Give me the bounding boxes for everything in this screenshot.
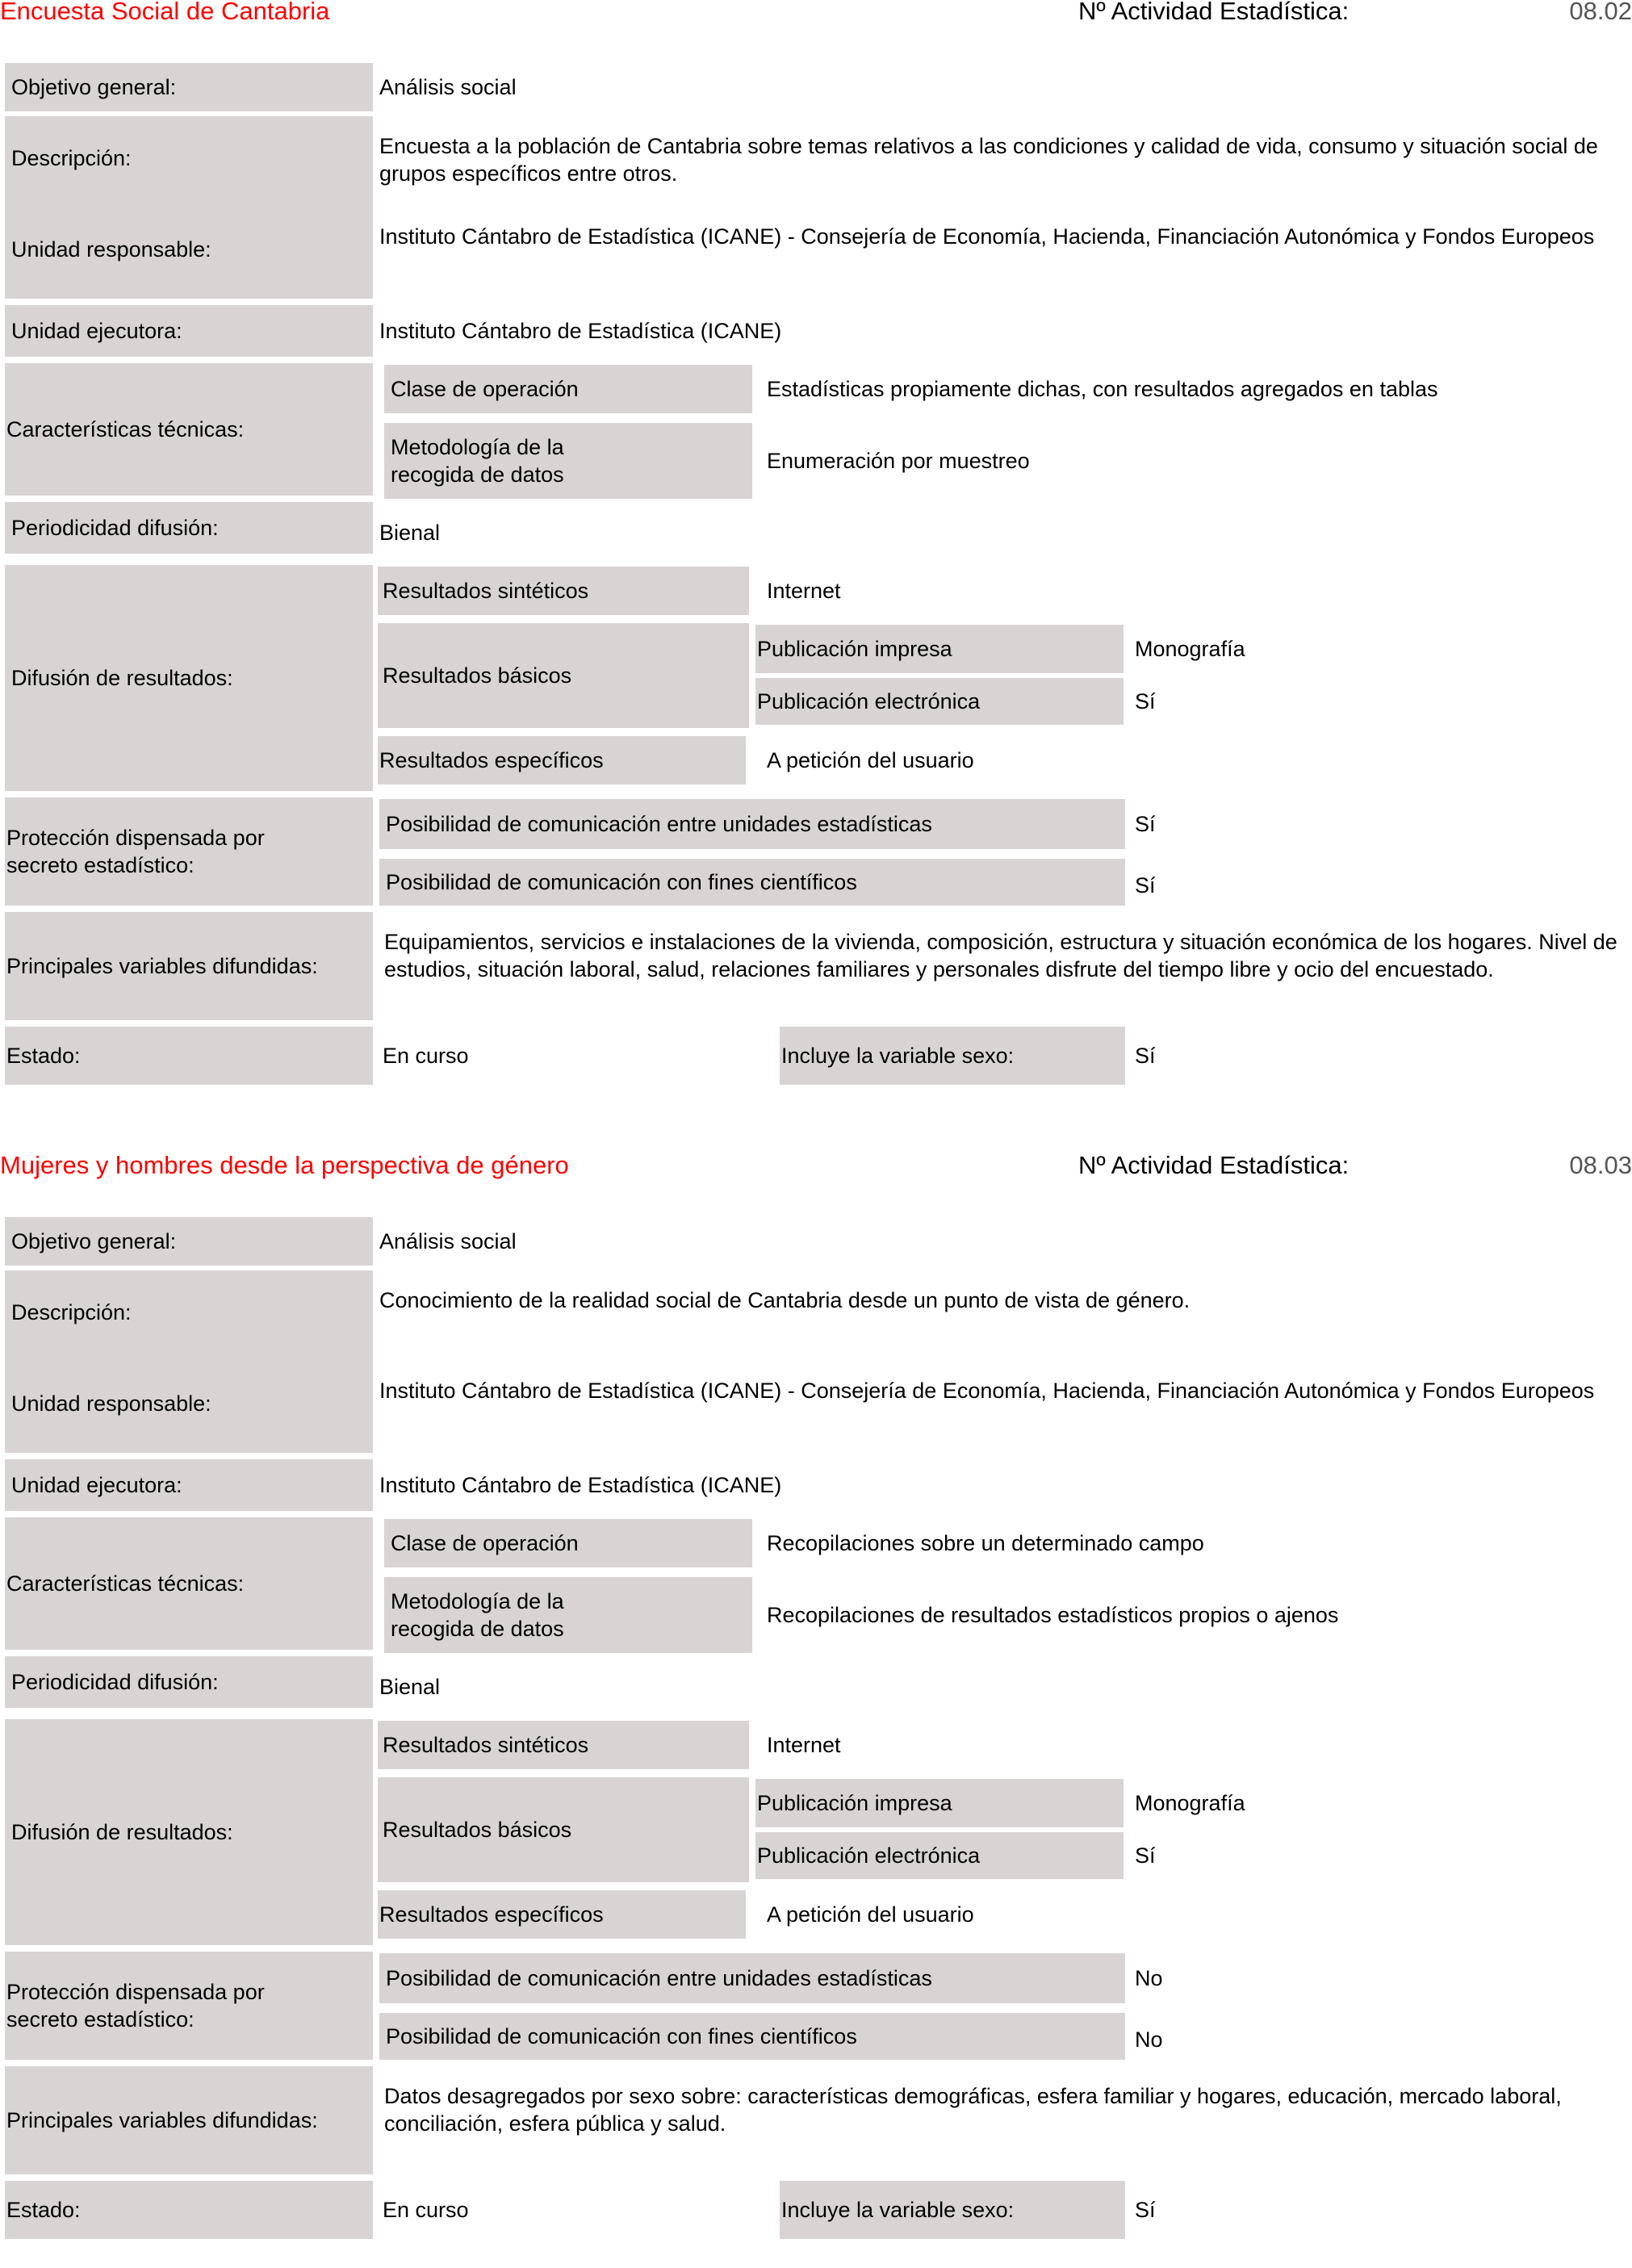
periodicidad-label: Periodicidad difusión: bbox=[5, 502, 373, 554]
statistical-activity-record bbox=[0, 1151, 1632, 2268]
activity-number: 08.02 bbox=[1569, 0, 1632, 25]
publicacion-electronica-label: Publicación electrónica bbox=[755, 1832, 1124, 1879]
estado-value: En curso bbox=[383, 1044, 469, 1068]
descripcion-value: Encuesta a la población de Cantabria sobre temas relativos a las condiciones y calidad de vida, consumo y situación social de grupos específicos entre otros. bbox=[379, 134, 1598, 186]
unidad-ejecutora-label: Unidad ejecutora: bbox=[5, 305, 373, 357]
comunicacion-cientificos-value: No bbox=[1135, 2027, 1163, 2052]
estado-label: Estado: bbox=[5, 2181, 373, 2239]
especificos-value: A petición del usuario bbox=[767, 748, 974, 772]
unidad-responsable-value: Instituto Cántabro de Estadística (ICANE) - Consejería de Economía, Hacienda, Financiación Autonómica y Fondos Europeos bbox=[379, 224, 1595, 249]
comunicacion-cientificos-label: Posibilidad de comunicación con fines científicos bbox=[379, 859, 1125, 906]
proteccion-label-text: Protección dispensada por secreto estadístico: bbox=[6, 826, 265, 877]
clase-operacion-value: Recopilaciones sobre un determinado campo bbox=[767, 1531, 1204, 1555]
publicacion-electronica-value: Sí bbox=[1135, 689, 1156, 713]
sinteticos-label: Resultados sintéticos bbox=[378, 567, 749, 615]
caracteristicas-label: Características técnicas: bbox=[5, 363, 373, 496]
unidad-ejecutora-value: Instituto Cántabro de Estadística (ICANE) bbox=[379, 319, 782, 343]
objetivo-label: Objetivo general: bbox=[5, 1217, 373, 1266]
periodicidad-label: Periodicidad difusión: bbox=[5, 1656, 373, 1708]
objetivo-label: Objetivo general: bbox=[5, 63, 373, 111]
objetivo-value: Análisis social bbox=[379, 1229, 517, 1253]
metodologia-label bbox=[384, 1577, 752, 1653]
comunicacion-unidades-value: Sí bbox=[1135, 812, 1156, 836]
comunicacion-cientificos-label: Posibilidad de comunicación con fines científicos bbox=[379, 2013, 1125, 2060]
objetivo-value: Análisis social bbox=[379, 75, 517, 99]
metodologia-label-text: Metodología de la recogida de datos bbox=[391, 435, 564, 487]
activity-number-label: Nº Actividad Estadística: bbox=[1078, 1151, 1350, 1179]
unidad-ejecutora-value: Instituto Cántabro de Estadística (ICANE) bbox=[379, 1473, 782, 1497]
sinteticos-value: Internet bbox=[767, 1733, 841, 1757]
estado-value: En curso bbox=[383, 2198, 469, 2222]
difusion-label: Difusión de resultados: bbox=[5, 1719, 373, 1945]
descripcion-label: Descripción: bbox=[5, 1270, 373, 1354]
difusion-label: Difusión de resultados: bbox=[5, 565, 373, 791]
unidad-responsable-label: Unidad responsable: bbox=[5, 1354, 373, 1453]
proteccion-label bbox=[5, 1952, 373, 2060]
publicacion-impresa-label: Publicación impresa bbox=[755, 625, 1124, 673]
incluye-sexo-label: Incluye la variable sexo: bbox=[780, 1027, 1125, 1085]
comunicacion-unidades-label: Posibilidad de comunicación entre unidades estadísticas bbox=[379, 799, 1125, 849]
variables-label: Principales variables difundidas: bbox=[5, 2066, 373, 2174]
especificos-value: A petición del usuario bbox=[767, 1902, 974, 1927]
periodicidad-value: Bienal bbox=[379, 521, 441, 545]
variables-label: Principales variables difundidas: bbox=[5, 912, 373, 1020]
basicos-label: Resultados básicos bbox=[378, 1777, 749, 1882]
comunicacion-unidades-value: No bbox=[1135, 1966, 1163, 1990]
metodologia-value: Enumeración por muestreo bbox=[767, 449, 1030, 473]
publicacion-impresa-label: Publicación impresa bbox=[755, 1779, 1124, 1827]
unidad-ejecutora-label: Unidad ejecutora: bbox=[5, 1459, 373, 1511]
publicacion-impresa-value: Monografía bbox=[1135, 637, 1245, 661]
sinteticos-value: Internet bbox=[767, 579, 841, 603]
periodicidad-value: Bienal bbox=[379, 1675, 441, 1699]
record-title: Encuesta Social de Cantabria bbox=[0, 0, 330, 25]
activity-number: 08.03 bbox=[1569, 1151, 1632, 1179]
clase-operacion-label: Clase de operación bbox=[384, 365, 752, 413]
unidad-responsable-label: Unidad responsable: bbox=[5, 200, 373, 299]
basicos-label: Resultados básicos bbox=[378, 623, 749, 728]
variables-value: Equipamientos, servicios e instalaciones de la vivienda, composición, estructura y situación económica de los hogares. Nivel de estudios, situación laboral, salud, relaciones familiares y personales disfrute del tiempo libre y ocio del encuestado. bbox=[384, 930, 1617, 981]
metodologia-label bbox=[384, 423, 752, 499]
proteccion-label bbox=[5, 797, 373, 906]
clase-operacion-label: Clase de operación bbox=[384, 1519, 752, 1567]
especificos-label: Resultados específicos bbox=[378, 736, 746, 785]
caracteristicas-label: Características técnicas: bbox=[5, 1517, 373, 1650]
unidad-responsable-value: Instituto Cántabro de Estadística (ICANE) - Consejería de Economía, Hacienda, Financiación Autonómica y Fondos Europeos bbox=[379, 1379, 1595, 1403]
statistical-activity-record bbox=[0, 0, 1632, 1114]
comunicacion-unidades-label: Posibilidad de comunicación entre unidades estadísticas bbox=[379, 1953, 1125, 2003]
descripcion-value: Conocimiento de la realidad social de Cantabria desde un punto de vista de género. bbox=[379, 1288, 1191, 1312]
metodologia-value: Recopilaciones de resultados estadísticos propios o ajenos bbox=[767, 1603, 1339, 1627]
descripcion-label: Descripción: bbox=[5, 116, 373, 200]
variables-value: Datos desagregados por sexo sobre: características demográficas, esfera familiar y hogares, educación, mercado laboral, conciliación, esfera pública y salud. bbox=[384, 2084, 1562, 2136]
activity-number-label: Nº Actividad Estadística: bbox=[1078, 0, 1350, 25]
sinteticos-label: Resultados sintéticos bbox=[378, 1721, 749, 1769]
publicacion-electronica-label: Publicación electrónica bbox=[755, 678, 1124, 725]
record-title: Mujeres y hombres desde la perspectiva de género bbox=[0, 1151, 569, 1179]
especificos-label: Resultados específicos bbox=[378, 1890, 746, 1939]
publicacion-impresa-value: Monografía bbox=[1135, 1791, 1245, 1815]
publicacion-electronica-value: Sí bbox=[1135, 1843, 1156, 1868]
comunicacion-cientificos-value: Sí bbox=[1135, 873, 1156, 898]
metodologia-label-text: Metodología de la recogida de datos bbox=[391, 1589, 564, 1641]
proteccion-label-text: Protección dispensada por secreto estadístico: bbox=[6, 1980, 265, 2032]
incluye-sexo-value: Sí bbox=[1135, 1044, 1156, 1068]
incluye-sexo-value: Sí bbox=[1135, 2198, 1156, 2222]
incluye-sexo-label: Incluye la variable sexo: bbox=[780, 2181, 1125, 2239]
estado-label: Estado: bbox=[5, 1027, 373, 1085]
clase-operacion-value: Estadísticas propiamente dichas, con resultados agregados en tablas bbox=[767, 377, 1438, 401]
